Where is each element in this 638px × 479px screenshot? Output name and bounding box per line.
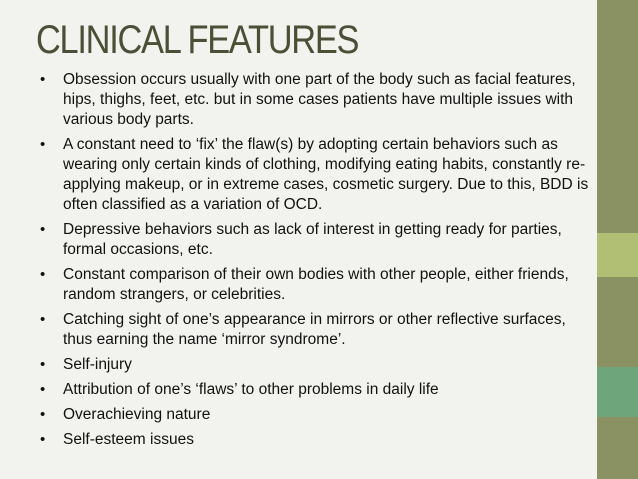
bullet-text: Obsession occurs usually with one part of the body such as facial features, hips, thighs, feet, etc. but in some cases patients have multiple issues with various body parts. [63, 71, 576, 128]
bullet-item [40, 430, 590, 450]
bullet-text: A constant need to ‘fix’ the flaw(s) by adopting certain behaviors such as wearing only certain kinds of clothing, modifying eating habits, constantly re-applying makeup, or in extreme cases, cosmetic surgery. Due to this, BDD is often classified as a variation of OCD. [63, 136, 589, 213]
bullet-text: Overachieving nature [63, 406, 211, 423]
slide-title: CLINICAL FEATURES [36, 18, 359, 62]
sidebar-accent-block [597, 367, 638, 417]
bullet-list [40, 70, 590, 455]
bullet-icon: • [40, 406, 46, 423]
bullet-item [40, 380, 590, 400]
bullet-icon: • [40, 221, 46, 238]
bullet-item [40, 220, 590, 260]
decorative-sidebar [597, 0, 638, 479]
bullet-icon: • [40, 431, 46, 448]
bullet-text: Attribution of one’s ‘flaws’ to other problems in daily life [63, 381, 439, 398]
bullet-icon: • [40, 266, 46, 283]
bullet-item [40, 405, 590, 425]
bullet-icon: • [40, 71, 46, 88]
bullet-item [40, 70, 590, 130]
bullet-text: Catching sight of one’s appearance in mirrors or other reflective surfaces, thus earning the name ‘mirror syndrome’. [63, 311, 566, 348]
bullet-text: Depressive behaviors such as lack of interest in getting ready for parties, formal occasions, etc. [63, 221, 562, 258]
bullet-text: Self-esteem issues [63, 431, 194, 448]
bullet-icon: • [40, 381, 46, 398]
bullet-item [40, 310, 590, 350]
bullet-icon: • [40, 311, 46, 328]
sidebar-accent-block [597, 233, 638, 277]
bullet-text: Constant comparison of their own bodies with other people, either friends, random strangers, or celebrities. [63, 266, 569, 303]
bullet-text: Self-injury [63, 356, 132, 373]
bullet-item [40, 135, 590, 215]
bullet-item [40, 265, 590, 305]
bullet-icon: • [40, 136, 46, 153]
bullet-item [40, 355, 590, 375]
bullet-icon: • [40, 356, 46, 373]
